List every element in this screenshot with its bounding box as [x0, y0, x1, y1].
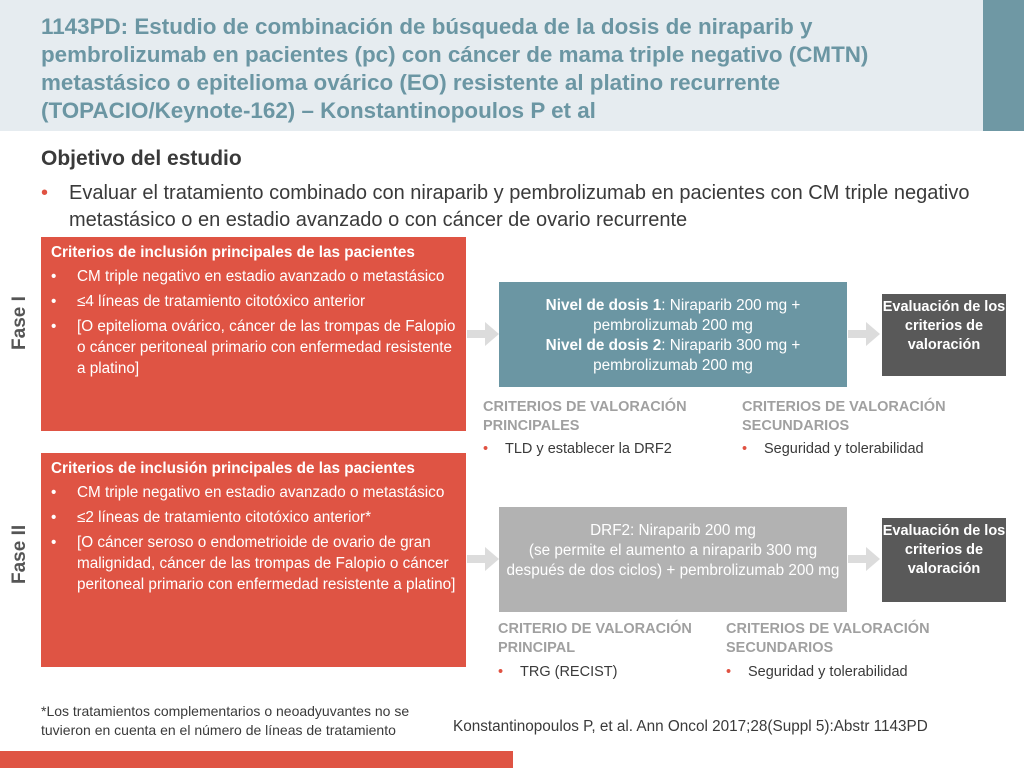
phase1-secondary-endpoint-heading: CRITERIOS DE VALORACIÓN SECUNDARIOS: [742, 399, 946, 434]
page-title: 1143PD: Estudio de combinación de búsqueda de la dosis de niraparib y pembrolizumab en pacientes (pc) con cáncer de mama triple negativo (CMTN) metastásico o epitelioma ovárico (EO) resistente al platino recurrente (TOPACIO/Keynote-162) – Konstantinopoulos P et al: [41, 14, 869, 123]
criterion-text: ≤4 líneas de tratamiento citotóxico anterior: [77, 293, 366, 310]
phase2-arrow-to-eval: [848, 547, 880, 571]
dose-level2-text: : Niraparib 300 mg + pembrolizumab 200 mg: [593, 337, 801, 374]
bullet-marker: •: [51, 268, 57, 285]
dose-level1-text: : Niraparib 200 mg + pembrolizumab 200 mg: [593, 297, 801, 334]
dose-level2-label: Nivel de dosis 2: [545, 337, 662, 354]
bullet-marker: •: [41, 182, 49, 204]
drf-line2: (se permite el aumento a niraparib 300 mg después de dos ciclos) + pembrolizumab 200 mg: [506, 542, 840, 579]
objective-bullet: [41, 180, 1001, 234]
phase1-arrow-to-eval: [848, 322, 880, 346]
phase2-arrow-to-drf: [467, 547, 499, 571]
list-item: [51, 266, 456, 287]
phase1-dose-box: [499, 282, 847, 387]
phase1-secondary-endpoint-item: [742, 440, 924, 459]
phase2-criteria-box: [41, 453, 466, 667]
phase1-arrow-to-dose: [467, 322, 499, 346]
dose-level1: [499, 296, 847, 336]
dose-level1-label: Nivel de dosis 1: [545, 297, 662, 314]
objective-text: Evaluar el tratamiento combinado con niraparib y pembrolizumab en pacientes con CM triple negativo metastásico o en estadio avanzado o con cáncer de ovario recurrente: [69, 182, 970, 231]
drf-line1: DRF2: Niraparib 200 mg: [590, 522, 756, 539]
criterion-text: [O cáncer seroso o endometrioide de ovario de gran malignidad, cáncer de las trompas de Falopio o cáncer peritoneal primario con enfermedad resistente a platino]: [77, 534, 456, 593]
phase1-evaluation-box: Evaluación de los criterios de valoración: [882, 294, 1006, 376]
list-item: [51, 532, 456, 595]
citation-reference: Konstantinopoulos P, et al. Ann Oncol 2017;28(Suppl 5):Abstr 1143PD: [453, 718, 928, 735]
list-item: [51, 316, 456, 379]
phase1-criteria-box: [41, 237, 466, 431]
criterion-text: CM triple negativo en estadio avanzado o metastásico: [77, 484, 445, 501]
phase2-primary-endpoint-item: [498, 663, 617, 682]
bullet-marker: •: [51, 534, 57, 551]
phase1-criteria-heading: Criterios de inclusión principales de las pacientes: [51, 244, 415, 261]
phase2-criteria-heading: Criterios de inclusión principales de las pacientes: [51, 460, 415, 477]
phase1-criteria-list: [51, 266, 456, 379]
dose-level2: [499, 336, 847, 376]
bullet-marker: •: [483, 441, 489, 457]
bullet-marker: •: [498, 664, 504, 680]
bullet-marker: •: [51, 484, 57, 501]
phase2-secondary-endpoint-heading: CRITERIOS DE VALORACIÓN SECUNDARIOS: [726, 621, 930, 656]
footer-accent-bar: [0, 751, 513, 768]
criterion-text: ≤2 líneas de tratamiento citotóxico anterior*: [77, 509, 372, 526]
phase1-label: Fase I: [9, 296, 30, 350]
bullet-marker: •: [742, 441, 748, 457]
phase2-criteria-list: [51, 482, 456, 595]
bullet-marker: •: [51, 293, 57, 310]
list-item: [51, 482, 456, 503]
phase1-primary-endpoint-item: [483, 440, 672, 459]
phase2-primary-endpoint-heading: CRITERIO DE VALORACIÓN PRINCIPAL: [498, 621, 692, 656]
endpoint-text: Seguridad y tolerabilidad: [748, 664, 908, 680]
endpoint-text: TRG (RECIST): [520, 664, 618, 680]
criterion-text: CM triple negativo en estadio avanzado o metastásico: [77, 268, 445, 285]
footnote: *Los tratamientos complementarios o neoadyuvantes no se tuvieron en cuenta en el número de líneas de tratamiento: [41, 703, 410, 738]
bullet-marker: •: [726, 664, 732, 680]
phase2-evaluation-box: Evaluación de los criterios de valoración: [882, 518, 1006, 602]
bullet-marker: •: [51, 318, 57, 335]
list-item: [51, 507, 456, 528]
phase2-secondary-endpoint-item: [726, 663, 908, 682]
phase2-drf-box: [499, 507, 847, 612]
list-item: [51, 291, 456, 312]
endpoint-text: Seguridad y tolerabilidad: [764, 441, 924, 457]
endpoint-text: TLD y establecer la DRF2: [505, 441, 672, 457]
criterion-text: [O epitelioma ovárico, cáncer de las trompas de Falopio o cáncer peritoneal primario con enfermedad resistente a platino]: [77, 318, 456, 377]
objective-heading: Objetivo del estudio: [41, 147, 242, 170]
bullet-marker: •: [51, 509, 57, 526]
phase1-primary-endpoint-heading: CRITERIOS DE VALORACIÓN PRINCIPALES: [483, 399, 687, 434]
header-accent-bar: [983, 0, 1024, 131]
phase2-label: Fase II: [9, 524, 30, 584]
